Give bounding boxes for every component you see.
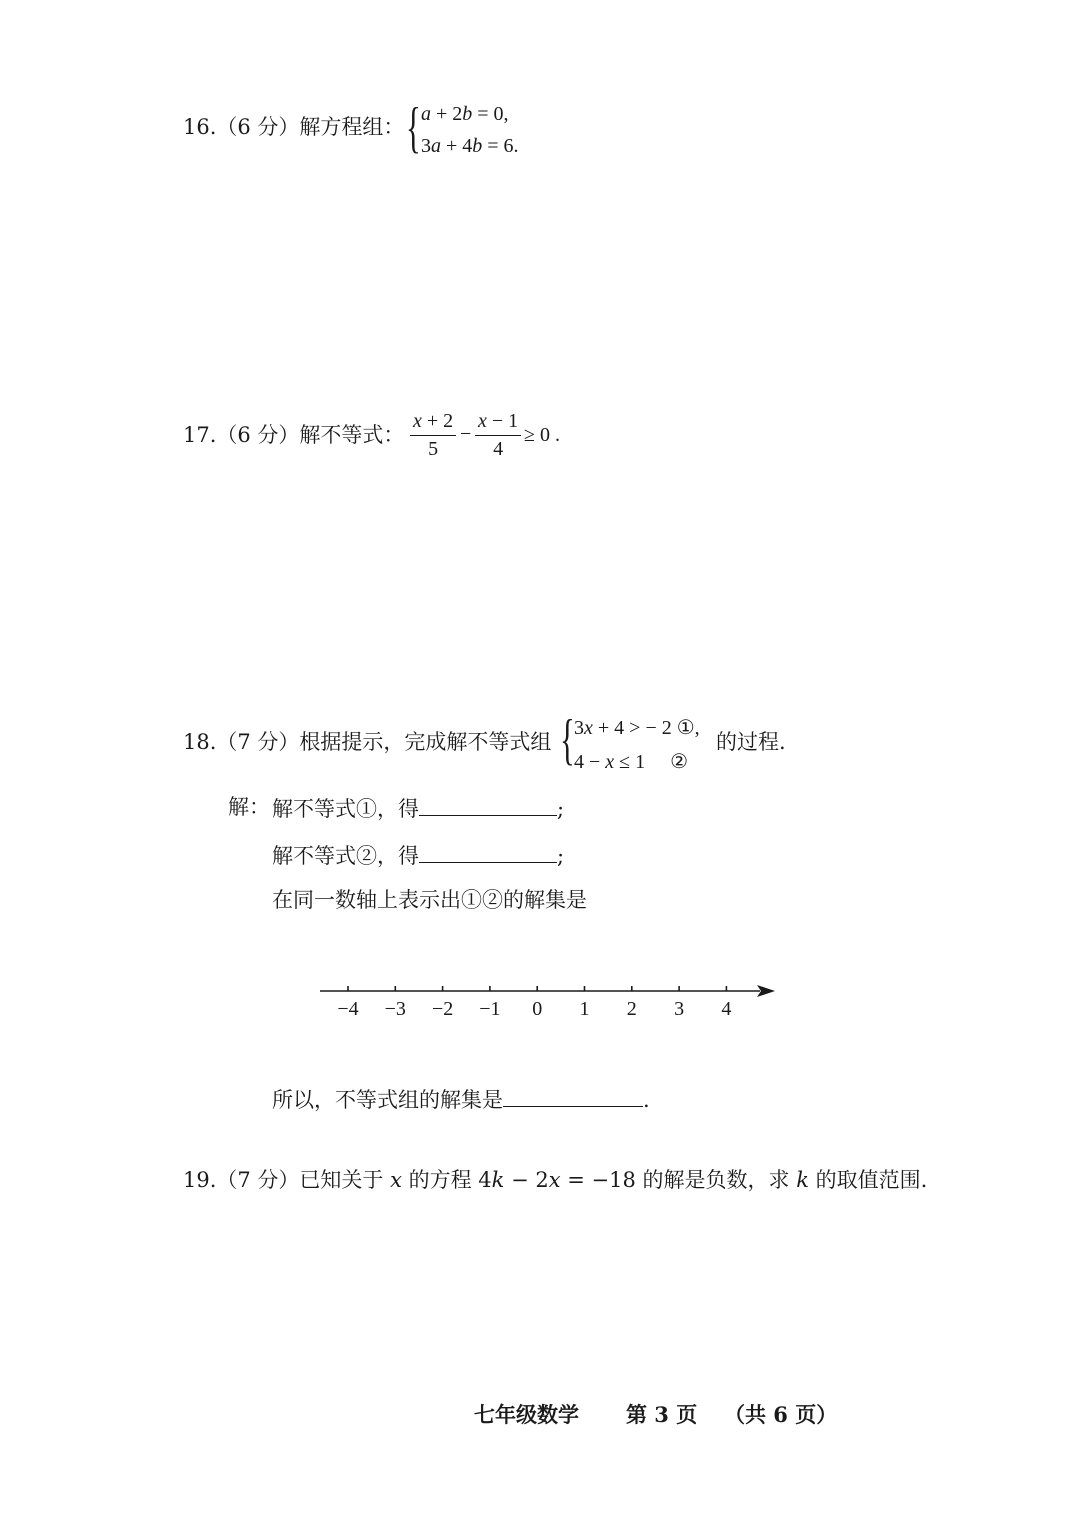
q18-blank-1[interactable] xyxy=(419,797,557,816)
q18-inequality-2: 4 − x ≤ 1 ② xyxy=(574,751,689,773)
number-line-label: −3 xyxy=(384,998,406,1020)
q18-brace: { xyxy=(560,709,575,771)
number-line-label: 3 xyxy=(674,998,685,1020)
q17-minus: − xyxy=(460,423,472,445)
q18-inequality-1: 3x + 4 > − 2 ①, xyxy=(574,717,700,739)
footer-subject: 七年级数学 xyxy=(474,1402,579,1427)
number-line-label: −2 xyxy=(431,998,454,1020)
q19-text: 19.（7 分）已知关于 x 的方程 4k − 2x = −18 的解是负数，求 k 的取值范围. xyxy=(183,1168,928,1192)
q16-label: 16.（6 分）解方程组： xyxy=(183,115,405,139)
number-line-label: 0 xyxy=(532,998,543,1020)
q16-equation-2: 3a + 4b = 6. xyxy=(421,135,519,157)
number-line-label: 1 xyxy=(579,998,590,1020)
footer-page: 第 3 页 xyxy=(626,1402,698,1427)
q18-conclusion: 所以，不等式组的解集是 . xyxy=(272,1088,650,1112)
q18-suffix: 的过程. xyxy=(716,730,786,754)
q18-blank-2[interactable] xyxy=(419,844,557,863)
q18-blank-3[interactable] xyxy=(503,1088,643,1107)
number-line-label: 2 xyxy=(626,998,637,1020)
footer-total: （共 6 页） xyxy=(724,1402,838,1427)
q17-fraction-2: $\frac{x - 1}{4}$ xyxy=(475,410,521,461)
q18-solution-prefix: 解： xyxy=(228,795,270,819)
q18-step3: 在同一数轴上表示出①②的解集是 xyxy=(272,888,587,912)
number-line-label: −4 xyxy=(337,998,359,1020)
q16-equation-1: a + 2b = 0, xyxy=(421,103,509,125)
number-line-label: 4 xyxy=(721,998,732,1020)
q18-step2: 解不等式②，得 ; xyxy=(272,844,565,868)
q17-rhs: ≥ 0 . xyxy=(524,424,560,446)
q16-brace: { xyxy=(406,97,421,159)
number-line xyxy=(310,975,790,1030)
q17-fraction-1: $\frac{x + 2}{5}$ xyxy=(410,410,456,461)
q17-label: 17.（6 分）解不等式： xyxy=(183,423,405,447)
q18-label: 18.（7 分）根据提示，完成解不等式组 xyxy=(183,730,552,754)
number-line-label: −1 xyxy=(479,998,501,1020)
q18-step1: 解不等式①，得 ; xyxy=(272,797,565,821)
